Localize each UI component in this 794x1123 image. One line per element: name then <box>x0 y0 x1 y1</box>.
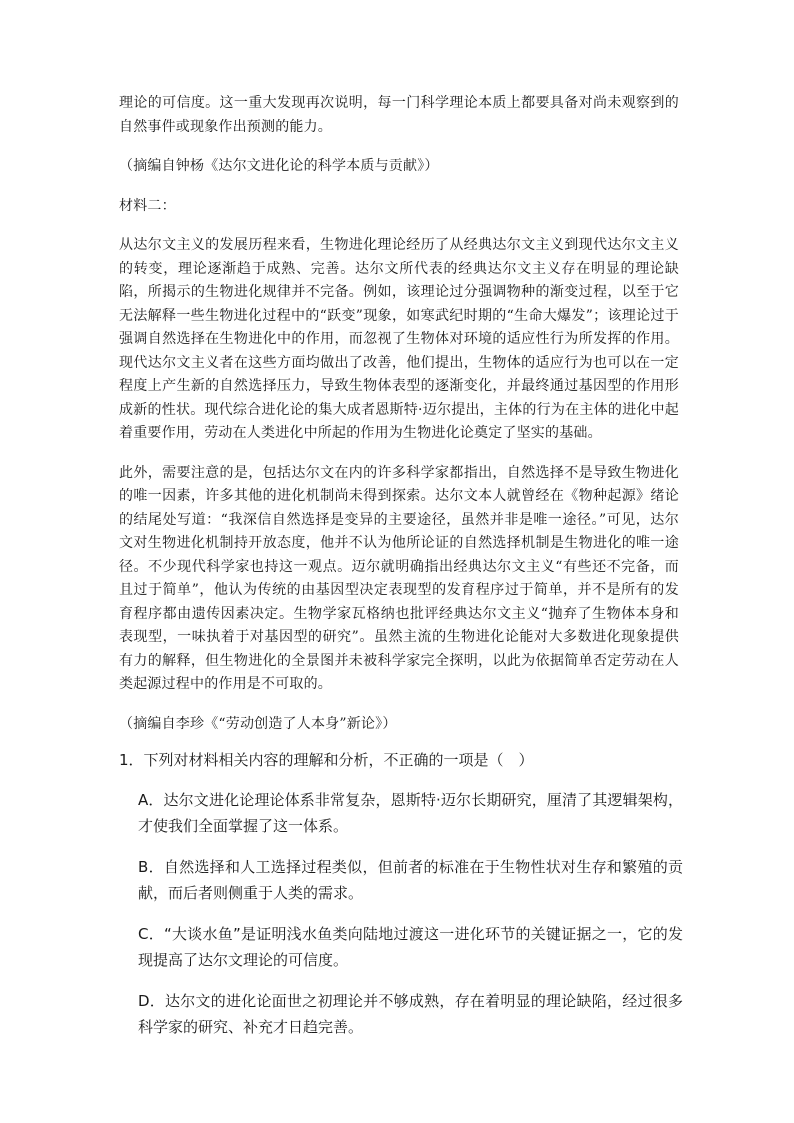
option-a: A．达尔文进化论理论体系非常复杂，恩斯特·迈尔长期研究，厘清了其逻辑架构，才使我们全面掌握了这一体系。 <box>138 791 683 835</box>
question-stem: 1．下列对材料相关内容的理解和分析，不正确的一项是（ ） <box>119 751 534 769</box>
exam-page <box>119 92 683 1040</box>
option-d: D．达尔文的进化论面世之初理论并不够成熟，存在着明显的理论缺陷，经过很多科学家的研究、补充才日趋完善。 <box>138 992 683 1036</box>
intro-paragraph: 理论的可信度。这一重大发现再次说明，每一门科学理论本质上都要具备对尚未观察到的自然事件或现象作出预测的能力。 <box>119 95 679 135</box>
material-two-paragraph-continued: 此外，需要注意的是，包括达尔文在内的许多科学家都指出，自然选择不是导致生物进化的唯一因素，许多其他的进化机制尚未得到探索。达尔文本人就曾经在《物种起源》绪论的结尾处写道：“我深信自然选择是变异的主要途径，虽然并非是唯一途径。”可见，达尔文对生物进化机制持开放态度，他并不认为他所论证的自然选择机制是生物进化的唯一途径。不少现代科学家也持这一观点。迈尔就明确指出经典达尔文主义“有些还不完备，而且过于简单”，他认为传统的由基因型决定表现型的发育程序过于简单，并不是所有的发育程序都由遗传因素决定。生物学家瓦格纳也批评经典达尔文主义“抛弃了生物体本身和表现型，一味执着于对基因型的研究”。虽然主流的生物进化论能对大多数进化现象提供有力的解释，但生物进化的全景图并未被科学家完全探明，以此为依据简单否定劳动在人类起源过程中的作用是不可取的。 <box>119 464 679 692</box>
option-b: B．自然选择和人工选择过程类似，但前者的标准在于生物性状对生存和繁殖的贡献，而后者则侧重于人类的需求。 <box>138 858 683 902</box>
material-two-paragraph: 从达尔文主义的发展历程来看，生物进化理论经历了从经典达尔文主义到现代达尔文主义的转变，理论逐渐趋于成熟、完善。达尔文所代表的经典达尔文主义存在明显的理论缺陷，所揭示的生物进化规律并不完备。例如，该理论过分强调物种的渐变过程，以至于它无法解释一些生物进化过程中的“跃变”现象，如寒武纪时期的“生命大爆发”；该理论过于强调自然选择在生物进化中的作用，而忽视了生物体对环境的适应性行为所发挥的作用。现代达尔文主义者在这些方面均做出了改善，他们提出，生物体的适应行为也可以在一定程度上产生新的自然选择压力，导致生物体表型的逐渐变化，并最终通过基因型的作用形成新的性状。现代综合进化论的集大成者恩斯特·迈尔提出，主体的行为在主体的进化中起着重要作用，劳动在人类进化中所起的作用为生物进化论奠定了坚实的基础。 <box>119 237 679 441</box>
material-two-heading: 材料二： <box>119 197 176 214</box>
source-citation-one: （摘编自钟杨《达尔文进化论的科学本质与贡献》） <box>119 158 439 174</box>
source-citation-two: （摘编自李珍《“劳动创造了人本身”新论》） <box>119 715 397 732</box>
option-c: C．“大谈水鱼”是证明浅水鱼类向陆地过渡这一进化环节的关键证据之一，它的发现提高了达尔文理论的可信度。 <box>138 925 683 969</box>
